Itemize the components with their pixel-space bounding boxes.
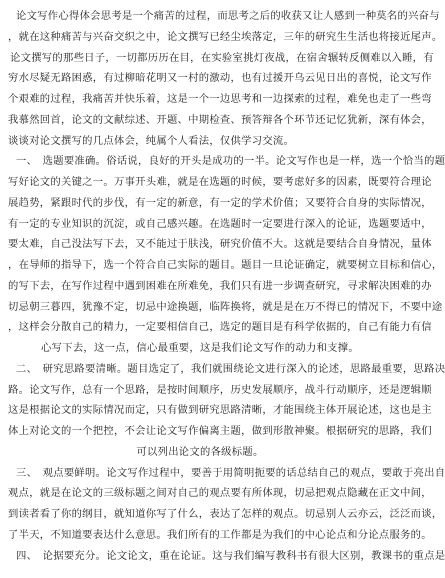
paragraph-line: 的写下去，在写作过程中遇到困难在所难免，我们只有进一步调查研究，寻求解决困难的办 [8,279,432,292]
section-heading-line: 三、 观点要鲜明。论文写作过程中，要善于用简明扼要的话总结自己的观点，要敢于亮出自 [16,466,445,479]
paragraph-line: 路。论文写作，总有一个思路，是按时间顺序，历史发展顺序，战斗行动顺序，还是逻辑顺 [8,383,432,396]
paragraph-line: 论文撰写的那些日子，一切都历历在目，在实验室挑灯夜战，在宿舍辗转反侧难以入睡，有 [10,51,434,64]
paragraph-line: 了半天，不知道要表达什么意思。我们所有的工作都是为我们的中心论点和分论点服务的。 [8,528,432,541]
paragraph-line: 到读者看了你的纲目，就知道你写了什么，表达了怎样的观点。切忌别人云亦云，泛泛而谈， [8,508,443,520]
paragraph-line: 切忌朝三暮四，犹豫不定，切忌中途换题，临阵换将，就是是在万不得已的情况下，不要中途 [8,300,443,313]
paragraph-line: 体上对论文的一个把控，不会让论文写作偏离主题，做到形散神聚。根据研究的思路，我们 [8,425,432,437]
paragraph-line: 心写下去，这一点，信心最重要，这是我们论文写作的动力和支撑。 [41,342,359,354]
paragraph-line: 我慕然回首，论文的文献综述、开题、中期检查、预答辩各个环节还记忆犹新，深有体会， [8,113,432,126]
paragraph-line: 展趋势，紧跟时代的步伐，有一定的新意，有一定的学术价值；又要符合自身的实际情况， [8,196,432,209]
paragraph-line: 有一定的专业知识的沉淀，或自己感兴趣。在选题时一定要进行深入的论证，选题要适中， [8,217,432,230]
paragraph-line: 谈谈对论文撰写的几点体会，纯属个人看法，仅供学习交流。 [8,134,295,147]
paragraph-line: 这是根据论文的实际情况而定，只有做到研究思路清晰，才能围绕主体开展论述，这也是主 [8,404,432,417]
paragraph-line: ，就在这种痛苦与兴奋交织之中，论文撰写已经尘埃落定，三年的研究生生活也将接近尾声。 [8,30,443,43]
section-heading-line: 二、 研究思路要清晰。题目选定了，我们就围绕论文进行深入的论述，思路最重要，思路决 [16,362,445,375]
section-heading-line: 一、 选题要准确。俗话说，良好的开头是成功的一半。论文写作也是一样，选一个恰当的题 [16,155,445,168]
paragraph-line: 论文写作心得体会思考是一个痛苦的过程，而思考之后的收获又让人感到一种莫名的兴奋与 [16,10,440,22]
paragraph-line: 穷水尽疑无路困惑，有过柳暗花明又一村的激动，也有过援开乌云见日出的喜悦，论文写作 [8,72,432,85]
paragraph-line: 写好论文的关键之一。万事开头难，就是在选题的时候，要考虑好多的因素，既要符合理论 [8,176,432,188]
section-heading-line: 四、 论据要充分。论文论文，重在论证。这与我们编写教科书有很大区别，教课书的重点是 [16,549,445,562]
paragraph-line: 要太难，自己没法写下去，又不能过于肤浅，研究价值不大。这就是要结合自身情况，量体 [8,238,432,251]
paragraph-line: ，在导师的指导下，选一个符合自己实际的题目。题目一旦论证确定，就要树立目标和信心， [8,259,443,271]
document-body [8,6,445,566]
paragraph-line: 个艰难的过程，我痛苦并快乐着，这是一个一边思考和一边探索的过程，难免也走了一些弯 [8,93,432,105]
paragraph-line: 可以列出论文的各级标题。 [136,445,264,458]
paragraph-line: 观点，就是在论文的三级标题之间对自己的观点要有所体现，切忌把观点隐藏在正文中间， [8,487,432,500]
paragraph-line: ，这样会分散自己的精力，一定要相信自己，选定的题目是有科学依据的，自己有能力有信 [8,321,432,334]
